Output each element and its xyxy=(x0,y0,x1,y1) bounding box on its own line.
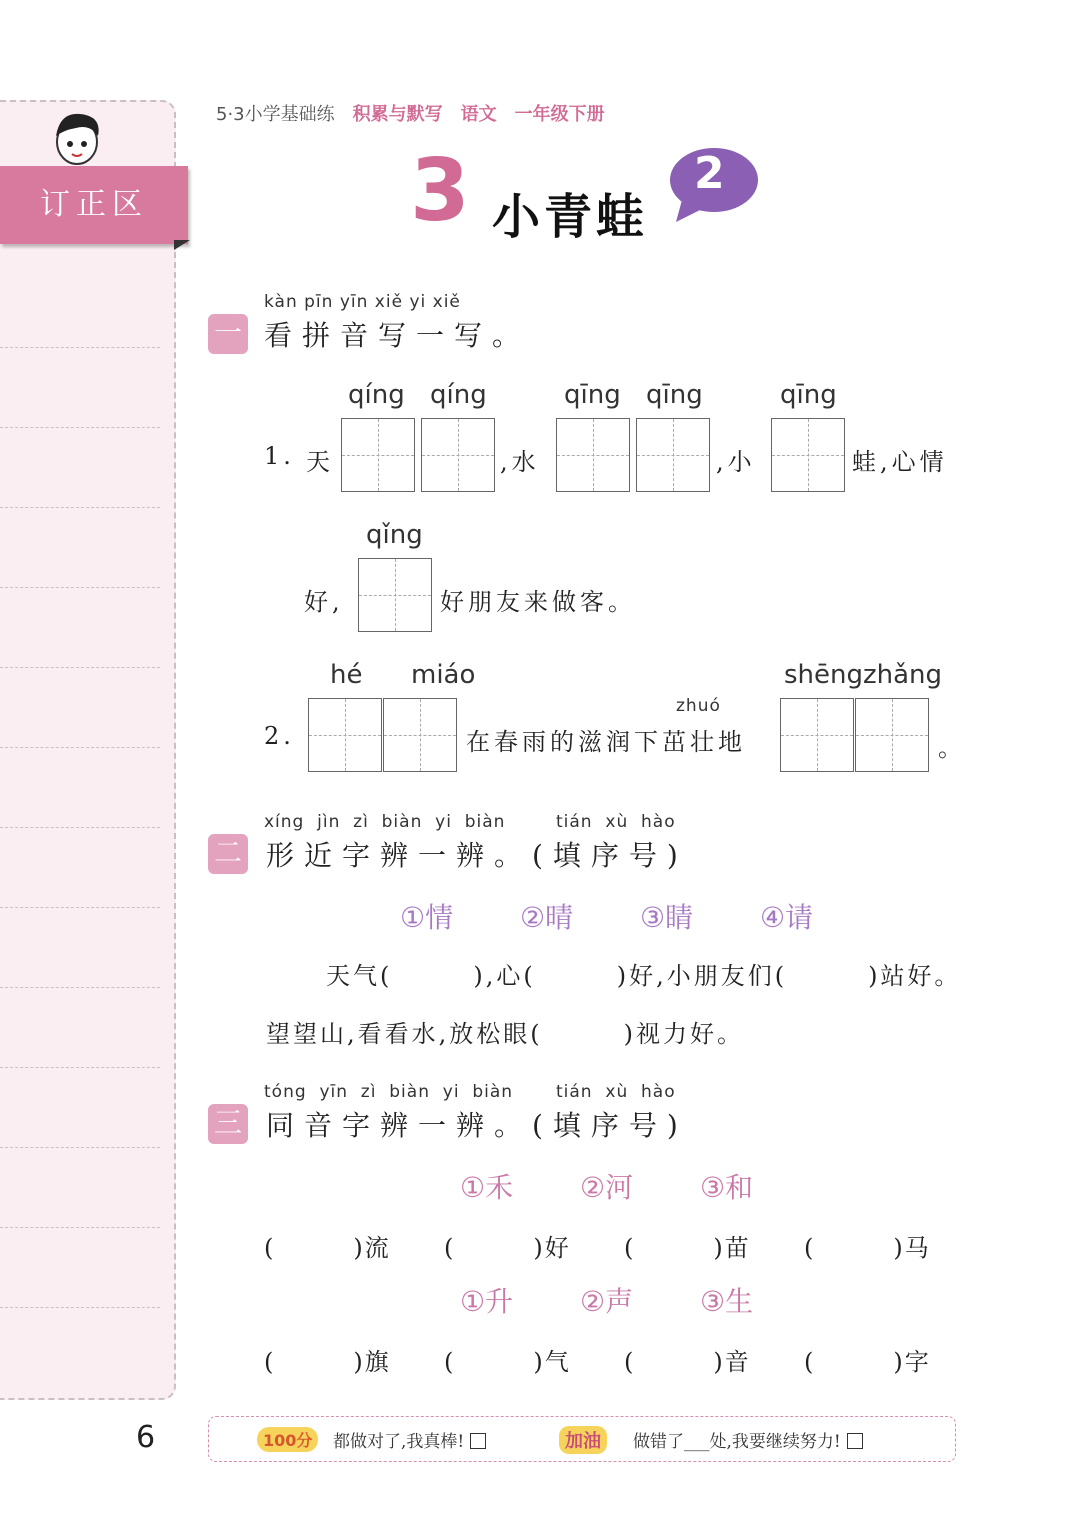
section2-pinyin: tián xù hào xyxy=(556,812,676,832)
checkbox[interactable] xyxy=(847,1433,863,1449)
question-text: 。 xyxy=(938,734,966,762)
write-box[interactable] xyxy=(556,418,630,492)
question-index: 2. xyxy=(264,722,295,750)
fill-line[interactable]: 望望山,看看水,放松眼( )视力好。 xyxy=(266,1020,744,1048)
lesson-part-badge xyxy=(664,146,760,226)
section3-number: 三 xyxy=(208,1104,248,1144)
book-name: 积累与默写 xyxy=(352,104,443,125)
page-number: 6 xyxy=(136,1420,156,1455)
full-score-badge: 100分 xyxy=(257,1427,318,1452)
section1-pinyin: kàn pīn yīn xiě yi xiě xyxy=(264,292,461,312)
fill-item[interactable]: ( )好 xyxy=(444,1234,571,1262)
write-box[interactable] xyxy=(855,698,929,772)
keep-going-badge: 加油 xyxy=(559,1426,607,1454)
write-box[interactable] xyxy=(771,418,845,492)
question-text: ,水 xyxy=(500,448,540,476)
correction-tab: 订正区 xyxy=(0,166,188,244)
pinyin: qíng xyxy=(348,380,405,410)
pinyin: qīng xyxy=(564,380,621,410)
question-index: 1. xyxy=(264,442,295,470)
self-check-bar xyxy=(208,1416,956,1462)
section2-pinyin: xíng jìn zì biàn yi biàn xyxy=(264,812,506,832)
option: ②声 xyxy=(580,1285,634,1318)
write-box[interactable] xyxy=(341,418,415,492)
question-text: ,小 xyxy=(716,448,756,476)
question-text: 蛙,心情 xyxy=(852,448,948,476)
part-number: 2 xyxy=(694,148,725,199)
fill-item[interactable]: ( )马 xyxy=(804,1234,931,1262)
question-text: 好朋友来做客。 xyxy=(440,588,636,616)
boy-mascot-icon xyxy=(46,106,108,170)
write-box[interactable] xyxy=(308,698,382,772)
section3-pinyin: tóng yīn zì biàn yi biàn xyxy=(264,1082,514,1102)
pinyin: zhuó xyxy=(676,696,721,716)
fill-item[interactable]: ( )音 xyxy=(624,1348,751,1376)
write-box[interactable] xyxy=(636,418,710,492)
option: ②河 xyxy=(580,1171,634,1204)
option: ④请 xyxy=(760,901,814,934)
msg2-text: 做错了___处,我要继续努力! xyxy=(633,1432,841,1452)
book-header xyxy=(216,100,605,126)
option: ①情 xyxy=(400,901,454,934)
fill-item[interactable]: ( )苗 xyxy=(624,1234,751,1262)
subject: 语文 xyxy=(460,104,497,125)
question-text: 好, xyxy=(304,588,344,616)
write-box[interactable] xyxy=(780,698,854,772)
question-text: 天 xyxy=(306,448,334,476)
self-check-msg2 xyxy=(633,1427,863,1452)
tab-fold xyxy=(174,240,190,250)
option: ③睛 xyxy=(640,901,694,934)
self-check-msg1 xyxy=(333,1427,486,1452)
pinyin: qīng xyxy=(780,380,837,410)
option: ①禾 xyxy=(460,1171,514,1204)
section1-number: 一 xyxy=(208,314,248,354)
section2-number: 二 xyxy=(208,834,248,874)
write-box[interactable] xyxy=(383,698,457,772)
write-box[interactable] xyxy=(421,418,495,492)
series-name: 5·3小学基础练 xyxy=(216,104,335,125)
option: ③和 xyxy=(700,1171,754,1204)
question-text: 在春雨的滋润下茁壮地 xyxy=(466,728,746,756)
pinyin: qīng xyxy=(646,380,703,410)
grade: 一年级下册 xyxy=(514,104,605,125)
section3-pinyin: tián xù hào xyxy=(556,1082,676,1102)
pinyin: qíng xyxy=(430,380,487,410)
option: ①升 xyxy=(460,1285,514,1318)
correction-sidebar xyxy=(0,100,176,1400)
section2-title: 形近字辨一辨。(填序号) xyxy=(266,839,688,872)
fill-item[interactable]: ( )字 xyxy=(804,1348,931,1376)
pinyin: hé miáo xyxy=(330,660,476,690)
pinyin: shēngzhǎng xyxy=(784,660,943,690)
section1-title: 看拼音写一写。 xyxy=(264,319,531,352)
section3-title: 同音字辨一辨。(填序号) xyxy=(266,1109,688,1142)
fill-item[interactable]: ( )旗 xyxy=(264,1348,391,1376)
lesson-title: 小青蛙 xyxy=(492,189,649,245)
checkbox[interactable] xyxy=(470,1433,486,1449)
pinyin: qǐng xyxy=(366,520,423,550)
option: ③生 xyxy=(700,1285,754,1318)
fill-item[interactable]: ( )流 xyxy=(264,1234,391,1262)
fill-item[interactable]: ( )气 xyxy=(444,1348,571,1376)
write-box[interactable] xyxy=(358,558,432,632)
fill-line[interactable]: 天气( ),心( )好,小朋友们( )站好。 xyxy=(326,962,962,990)
option: ②晴 xyxy=(520,901,574,934)
lesson-number: 3 xyxy=(410,141,470,241)
msg1-text: 都做对了,我真棒! xyxy=(333,1432,465,1452)
